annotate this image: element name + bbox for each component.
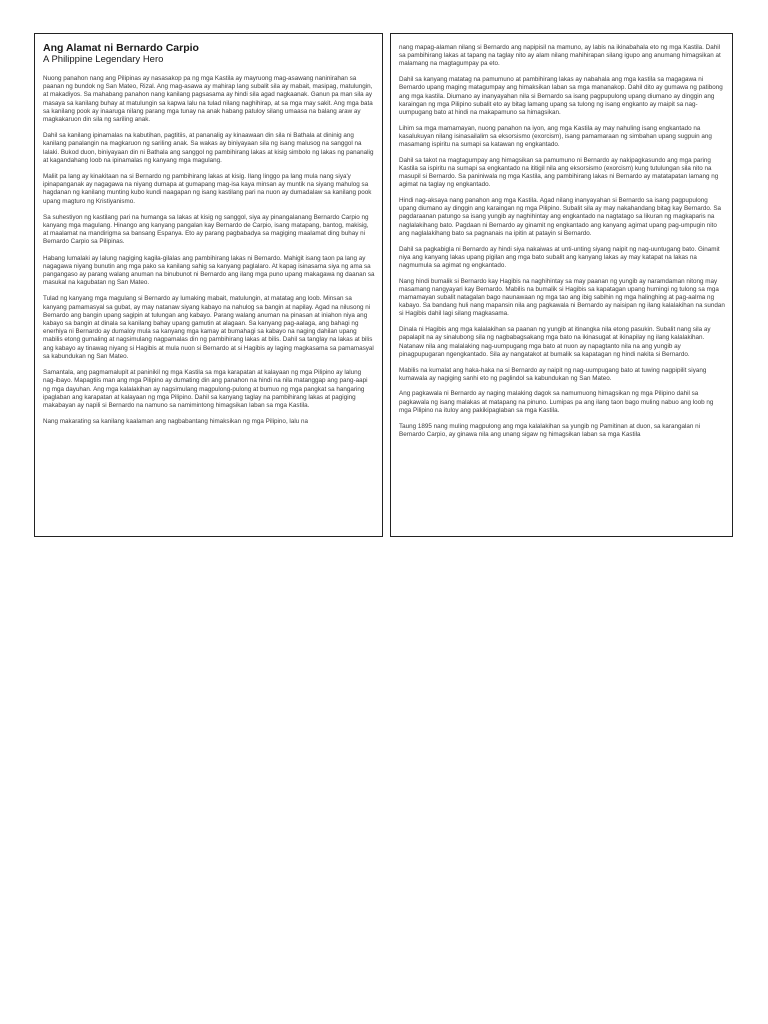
right-column (390, 33, 733, 537)
paragraph: Nang makarating sa kanilang kaalaman ang nagbabantang himaksikan ng mga Pilipino, lalu na (43, 418, 308, 426)
paragraph: Nang hindi bumalik si Bernardo kay Hagibis na naghihintay sa may paanan ng yungib ay naramdaman nitong may masamang nangyayari kay Bernardo. Mabilis na bumalik si Hagibis sa kapatagan upang humingi ng tulong sa mga mamamayan subalit natagalan bago naunawaan ng mga tao ang ibig sabihin ng mga halinghing at pag-aalma ng kabayo. Sa bandang huli nang mapansin nila ang pagkawala ni Bernardo ay naisipan ng ilang kalalakihan na sundan si Hagibis dahil lagi silang magkasama. (399, 277, 725, 318)
left-column (34, 33, 383, 537)
paragraph: Taung 1895 nang muling magpulong ang mga kalalakihan sa yungib ng Pamitinan at duon, sa karangalan ni Bernardo Carpio, ay ginawa nila ang unang sigaw ng himagsikan laban sa mga Kastila (399, 422, 701, 438)
paragraph: Tulad ng kanyang mga magulang si Bernardo ay lumaking mabait, matulungin, at matatag ang loob. Minsan sa kanyang pamamasyal sa gubat, ay may natanaw siyang kabayo na nahulog sa bangin at napilay. Agad na nilusong ni Bernardo ang bangin upang sagipin at tulungan ang kabayo. Parang walang anuman na pinasan at iniahon niya ang kabayo sa bangin at dinala sa kanilang bahay upang gamutin at alagaan. Sa kanyang pag-aalaga, ang bahagi ng enerhiya ni Bernardo ay dumaloy mula sa kanyang mga kamay at bumahagi sa kabayo na naging dahilan upang mabilis etong gumaling at nagsimulang nagpamalas din ng pambihirang lakas at bilis. Dahil sa tanglay na lakas at bilis ang kabayo ay tinawag niyang si Hagibis at mula nuon si Bernardo at si Hagibis ay laging magkasama sa pamamasyal sa kabundukan ng San Mateo. (43, 295, 374, 360)
paragraph: Nuong panahon nang ang Pilipinas ay nasasakop pa ng mga Kastila ay mayruong mag-asawang naninirahan sa paanan ng bundok ng San Mateo, Rizal. Ang mag-asawa ay mahirap lang subalit sila ay mabait, masipag, matulungin, at makadiyos. Sa mahabang panahon nang kanilang pagsasama ay hindi sila agad nagkaanak. Ganun pa man sila ay masaya sa kanilang buhay at matulungin sa kapwa lalu na tulad nilang naghihirap, at sa mga may sakit. Ang mga bata sa kanilang pook ay inaaruga nilang parang mga tunay na anak habang patuloy silang umaasa na balang araw ay magkakaruon din sila ng sariling anak. (43, 75, 373, 124)
paragraph: Dahil sa kanyang matatag na pamumuno at pambihirang lakas ay nabahala ang mga kastila sa magagawa ni Bernardo upang maging matagumpay ang himaksikan laban sa mga mananakop. Dahil dito ay gumawa ng patibong ang mga kastila. Diumano ay inanyayahan nila si Bernardo sa isang pagpupulong upang diumano ay dinggin ang karaingan ng mga Pilipino subalit eto ay bitag lamang upang sa tulong ng isang engkanto ay maipit sa nag-uumpugang bato at hindi na makapamuno sa himagsikan. (399, 76, 723, 116)
document-title: Ang Alamat ni Bernardo Carpio (43, 42, 199, 54)
paragraph: nang mapag-alaman nilang si Bernardo ang napipisil na mamuno, ay labis na ikinabahala eto ng mga Kastila. Dahil sa pambihirang lakas at tapang na taglay nito ay alam nilang mahihirapan silang igupo ang anumang himagsikan at malamang na magtagumpay pa eto. (399, 44, 721, 68)
paragraph: Lihim sa mga mamamayan, nuong panahon na iyon, ang mga Kastila ay may nahuling isang engkantado na kasalukuyan nilang isinasailalim sa eksorsismo (exorcism), isang pamamaraan ng simbahan upang sugpuin ang masamang ispiritu na sumapi sa katawan ng engkantado. (399, 124, 712, 149)
paragraph: Mabilis na kumalat ang haka-haka na si Bernardo ay naipit ng nag-uumpugang bato at tuwing nagpipilit siyang kumawala ay nagiging sanhi eto ng paglindol sa kabundukan ng San Mateo. (399, 366, 707, 382)
paragraph: Dahil sa kanilang ipinamalas na kabutihan, pagtitiis, at pananalig ay kinaawaan din sila ni Bathala at dininig ang kanilang panalangin na magkaruon ng sariling anak. Sa wakas ay biniyayaan sila ng isang malusog na sanggol na lalaki. Bukod duon, biniyayaan din ni Bathala ang sanggol ng pambihirang lakas at kisig simbolo ng lakas ng pananalig at kagandahang loob na ipinamalas ng kanyang mga magulang. (43, 132, 374, 164)
paragraph: Hindi nag-aksaya nang panahon ang mga Kastila. Agad nilang inanyayahan si Bernardo sa isang pagpupulong upang diumano ay dinggin ang karaingan ng mga Pilipino. Subalit sila ay may nakahandang bitag kay Bernardo. Sa pagdaraanan patungo sa isang yungib ay naghihintay ang engkantado na nagtatago sa likuran ng magkaparis na naglalakihang bato. Pagdaan ni Bernardo ay ginamit ng engkantado ang kanyang agimat upang pag-umpugin nito ang naglalakihang bato sa pagnanais na ipitin at patayin si Bernardo. (399, 197, 722, 237)
document-subtitle: A Philippine Legendary Hero (43, 54, 164, 65)
paragraph: Dahil sa pagkabigla ni Bernardo ay hindi siya nakaiwas at unti-unting siyang naipit ng nag-uuntugang bato. Ginamit niya ang kanyang lakas upang pigilan ang mga bato subalit ang kanyang lakas ay may katapat na lakas na nagmumula sa agimat ng engkantado. (399, 245, 720, 269)
document-page (34, 33, 733, 537)
paragraph: Habang lumalaki ay lalung nagiging kagila-gilalas ang pambihirang lakas ni Bernardo. Mahigit isang taon pa lang ay nagagawa niyang bunutin ang mga pako sa kanilang sahig sa kanyang paglalaro. At kapag isinasama siya ng ama sa pangangaso ay parang walang anuman na binubunot ni Bernardo ang ilang mga puno upang makagawa ng daanan sa masukal na kagubatan ng San Mateo. (43, 254, 375, 287)
paragraph: Dahil sa takot na magtagumpay ang himagsikan sa pamumuno ni Bernardo ay nakipagkasundo ang mga paring Kastila sa ispiritu na sumapi sa engkantado na ititigil nila ang eksorsismo (exorcism) kung tutulungan sila nito na masupil si Bernardo. Sa paniniwala ng mga Kastila, ang pambihirang lakas ni Bernardo ay matatapatan lamang ng agimat na taglay ng engkantado. (399, 156, 719, 189)
paragraph: Maliit pa lang ay kinakitaan na si Bernardo ng pambihirang lakas at kisig. Ilang linggo pa lang mula nang siya'y ipinapanganak ay nagagawa na niyang dumapa at gumapang mag-isa kaya minsan ay muntik na siyang mahulog sa hagdanan ng kanilang munting kubo kundi naagapan ng isang kastilang pari na nuon ay dumadalaw sa kanilang pook upang magturo ng Kristiyanismo. (43, 173, 372, 205)
paragraph: Samantala, ang pagmamalupit at paninikil ng mga Kastila sa mga karapatan at kalayaan ng mga Pilipino ay lalung nag-ibayo. Mapagtiis man ang mga Pilipino ay dumating din ang panahon na hindi na nila matanggap ang pang-aapi ng mga dayuhan. Ang mga kalalakihan ay nagsimulang magpulong-pulong at bumuo ng mga pangkat sa hangaring ipaglaban ang karapatan at kalayaan ng mga Pilipino. Dahil sa kanyang taglay na pambihirang lakas at pagiging makabayan ay napili si Bernardo na namuno sa namimintong himagsikan laban sa mga Kastila. (43, 369, 368, 409)
paragraph: Sa suhestiyon ng kastilang pari na humanga sa lakas at kisig ng sanggol, siya ay pinangalanang Bernardo Carpio ng kanyang mga magulang. Hinango ang kanyang pangalan kay Bernardo de Carpio, isang matapang, bantog, makisig, at maalamat na mandirigma sa bansang Espanya. Eto ay parang pagbabadya sa magiging maalamat ding buhay ni Bernardo Carpio sa Pilipinas. (43, 213, 369, 246)
paragraph: Dinala ni Hagibis ang mga kalalakihan sa paanan ng yungib at itinangka nila etong pasukin. Subalit nang sila ay papalapit na ay sinalubong sila ng nagbabagsakang mga bato na ikinasugat at ikinapilay ng ilang kalalakihan. Natanaw nila ang malalaking nag-uumpugang mga bato at nuon ay napagtanto nila na ang yungib ay pinagpupugaran ngengkantado. Sila ay nangatakot at bumalik sa kapatagan ng hindi nakita si Bernardo. (399, 326, 711, 358)
paragraph: Ang pagkawala ni Bernardo ay naging malaking dagok sa namumuong himagsikan ng mga Pilipino dahil sa pagkawala ng isang malakas at matapang na pinuno. Lumipas pa ang ilang taon bago muling nabuo ang loob ng mga Pilipino na ituloy ang pakikipaglaban sa mga Kastila. (399, 390, 714, 414)
